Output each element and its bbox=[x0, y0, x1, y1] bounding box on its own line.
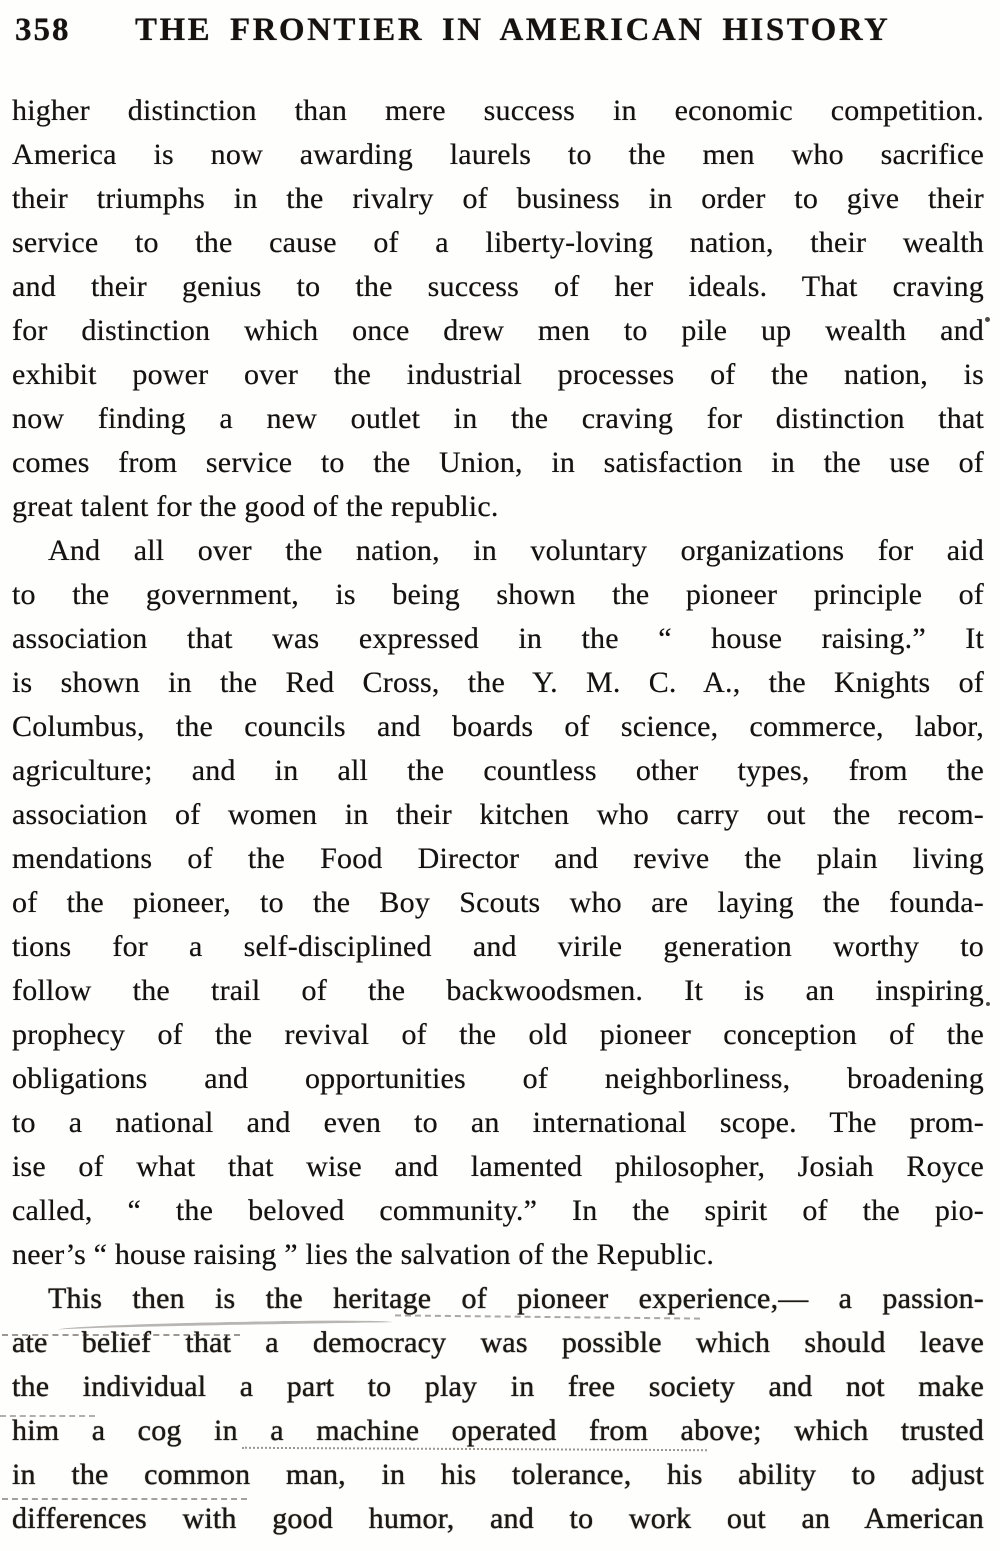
page-number: 358 bbox=[15, 12, 71, 48]
text-line: to a national and even to an international scope. The prom- bbox=[12, 1106, 984, 1139]
text-line: is shown in the Red Cross, the Y. M. C. A., the Knights of bbox=[12, 666, 984, 699]
text-line: And all over the nation, in voluntary organizations for aid bbox=[48, 534, 984, 567]
text-line: higher distinction than mere success in economic competition. bbox=[12, 94, 984, 127]
text-line: mendations of the Food Director and revive the plain living bbox=[12, 842, 984, 875]
text-line: This then is the heritage of pioneer experience,— a passion- bbox=[48, 1282, 984, 1315]
paragraph bbox=[12, 529, 984, 1277]
text-line: neer’s “ house raising ” lies the salvation of the Republic. bbox=[12, 1238, 715, 1271]
text-line: service to the cause of a liberty-loving nation, their wealth bbox=[12, 226, 984, 259]
page-header bbox=[15, 12, 985, 52]
text-line: for distinction which once drew men to pile up wealth and bbox=[12, 314, 984, 347]
text-line: comes from service to the Union, in satisfaction in the use of bbox=[12, 446, 984, 479]
paragraph bbox=[12, 89, 984, 529]
scan-speck bbox=[986, 1002, 990, 1006]
text-line: prophecy of the revival of the old pioneer conception of the bbox=[12, 1018, 984, 1051]
running-title: THE FRONTIER IN AMERICAN HISTORY bbox=[135, 12, 891, 48]
text-line: in the common man, in his tolerance, his ability to adjust bbox=[12, 1458, 984, 1491]
text-line: ate belief that a democracy was possible which should leave bbox=[12, 1326, 984, 1359]
text-line: tions for a self-disciplined and virile generation worthy to bbox=[12, 930, 984, 963]
text-line: exhibit power over the industrial processes of the nation, is bbox=[12, 358, 984, 391]
text-line: called, “ the beloved community.” In the spirit of the pio- bbox=[12, 1194, 984, 1227]
text-line: great talent for the good of the republic. bbox=[12, 490, 499, 523]
text-line: America is now awarding laurels to the men who sacrifice bbox=[12, 138, 984, 171]
text-line: association that was expressed in the “ house raising.” It bbox=[12, 622, 984, 655]
text-line: ise of what that wise and lamented philosopher, Josiah Royce bbox=[12, 1150, 984, 1183]
text-line: association of women in their kitchen who carry out the recom- bbox=[12, 798, 984, 831]
text-line: and their genius to the success of her ideals. That craving bbox=[12, 270, 984, 303]
text-line: Columbus, the councils and boards of science, commerce, labor, bbox=[12, 710, 984, 743]
text-line: him a cog in a machine operated from above; which trusted bbox=[12, 1414, 984, 1447]
text-line: agriculture; and in all the countless other types, from the bbox=[12, 754, 984, 787]
text-line: their triumphs in the rivalry of business in order to give their bbox=[12, 182, 984, 215]
text-line: of the pioneer, to the Boy Scouts who are laying the founda- bbox=[12, 886, 984, 919]
text-line: to the government, is being shown the pioneer principle of bbox=[12, 578, 984, 611]
scan-speck bbox=[985, 317, 990, 322]
text-line: the individual a part to play in free society and not make bbox=[12, 1370, 984, 1403]
body-text bbox=[12, 89, 984, 1541]
paragraph bbox=[12, 1277, 984, 1541]
text-line: obligations and opportunities of neighborliness, broadening bbox=[12, 1062, 984, 1095]
text-line: follow the trail of the backwoodsmen. It is an inspiring bbox=[12, 974, 984, 1007]
text-line: differences with good humor, and to work out an American bbox=[12, 1502, 984, 1535]
text-line: now finding a new outlet in the craving for distinction that bbox=[12, 402, 984, 435]
